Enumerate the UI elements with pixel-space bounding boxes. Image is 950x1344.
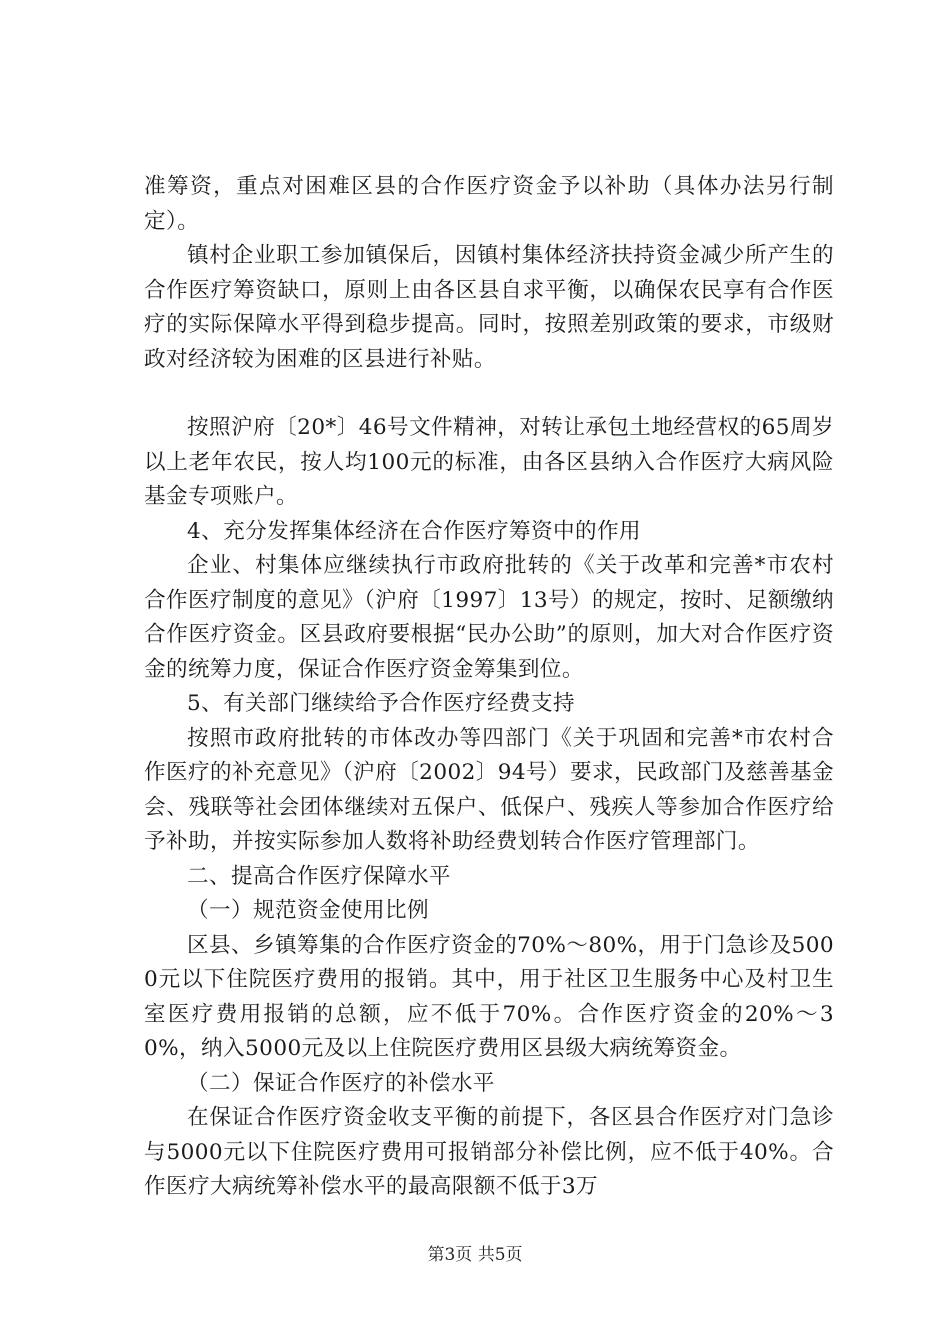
section-heading: 5、有关部门继续给予合作医疗经费支持: [187, 691, 576, 716]
section-heading: 二、提高合作医疗保障水平: [187, 863, 451, 889]
subsection-heading: （一）规范资金使用比例: [187, 898, 429, 923]
paragraph: 准筹资，重点对困难区县的合作医疗资金予以补助（具体办法另行制定）。: [144, 174, 834, 234]
paragraph: 在保证合作医疗资金收支平衡的前提下，各区县合作医疗对门急诊与5000元以下住院医疗费用可报销部分补偿比例，应不低于40%。合作医疗大病统筹补偿水平的最高限额不低于3万: [144, 1105, 834, 1199]
paragraph: 区县、乡镇筹集的合作医疗资金的70%～80%，用于门急诊及5000元以下住院医疗费用的报销。其中，用于社区卫生服务中心及村卫生室医疗费用报销的总额，应不低于70%。合作医疗资金的20%～30%，纳入5000元及以上住院医疗费用区县级大病统筹资金。: [144, 932, 834, 1061]
paragraph: 按照沪府〔20*〕46号文件精神，对转让承包土地经营权的65周岁以上老年农民，按人均100元的标准，由各区县纳入合作医疗大病风险基金专项账户。: [144, 415, 834, 509]
document-body: [144, 170, 834, 1205]
subsection-heading: （二）保证合作医疗的补偿水平: [187, 1070, 495, 1096]
paragraph: 镇村企业职工参加镇保后，因镇村集体经济扶持资金减少所产生的合作医疗筹资缺口，原则上由各区县自求平衡，以确保农民享有合作医疗的实际保障水平得到稳步提高。同时，按照差别政策的要求，市级财政对经济较为困难的区县进行补贴。: [144, 243, 834, 372]
section-heading: 4、充分发挥集体经济在合作医疗筹资中的作用: [187, 518, 642, 544]
page-footer: 第3页 共5页: [427, 1245, 523, 1265]
paragraph: 企业、村集体应继续执行市政府批转的《关于改革和完善*市农村合作医疗制度的意见》（沪府〔1997〕13号）的规定，按时、足额缴纳合作医疗资金。区县政府要根据“民办公助”的原则，加大对合作医疗资金的统筹力度，保证合作医疗资金筹集到位。: [144, 553, 834, 682]
paragraph: 按照市政府批转的市体改办等四部门《关于巩固和完善*市农村合作医疗的补充意见》（沪府〔2002〕94号）要求，民政部门及慈善基金会、残联等社会团体继续对五保户、低保户、残疾人等参加合作医疗给予补助，并按实际参加人数将补助经费划转合作医疗管理部门。: [144, 725, 834, 854]
